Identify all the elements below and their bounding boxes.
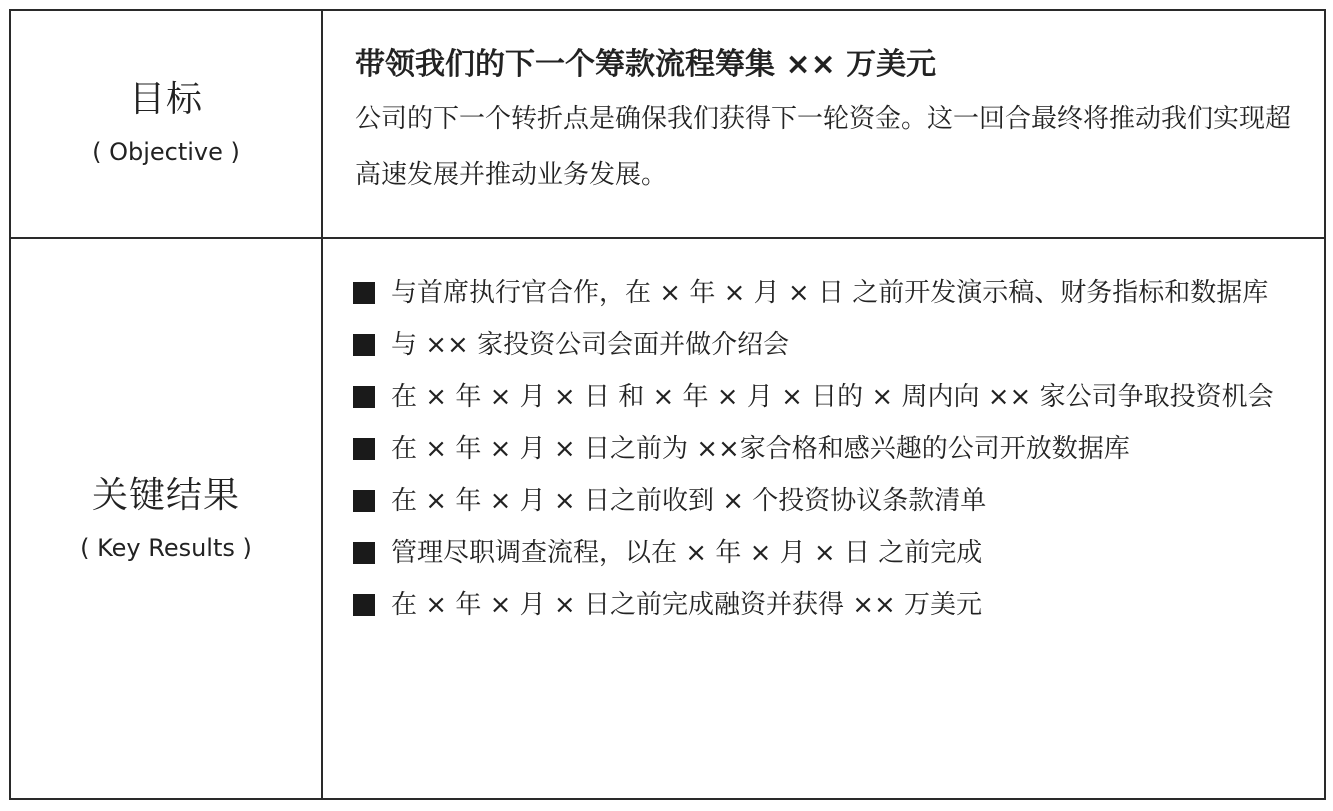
key-results-list (353, 267, 1293, 631)
key-result-item (353, 475, 1293, 527)
square-bullet-icon (353, 334, 375, 356)
square-bullet-icon (353, 490, 375, 512)
key-result-text: 在 × 年 × 月 × 日之前完成融资并获得 ×× 万美元 (391, 590, 983, 620)
key-result-item (353, 527, 1293, 579)
key-result-text: 与 ×× 家投资公司会面并做介绍会 (391, 330, 790, 360)
key-result-item (353, 579, 1293, 631)
key-results-label-en: ( Key Results ) (80, 533, 252, 562)
square-bullet-icon (353, 282, 375, 304)
key-result-text: 在 × 年 × 月 × 日 和 × 年 × 月 × 日的 × 周内向 ×× 家公司争取投资机会 (391, 382, 1274, 412)
key-results-label: 关键结果 (91, 474, 240, 516)
key-result-text: 在 × 年 × 月 × 日之前为 ××家合格和感兴趣的公司开放数据库 (391, 434, 1130, 464)
square-bullet-icon (353, 542, 375, 564)
key-results-label-cell (11, 239, 321, 800)
objective-label: 目标 (128, 79, 203, 120)
square-bullet-icon (353, 594, 375, 616)
objective-title: 带领我们的下一个筹款流程筹集 ×× 万美元 (355, 47, 937, 82)
objective-description: 公司的下一个转折点是确保我们获得下一轮资金。这一回合最终将推动我们实现超高速发展并推动业务发展。 (355, 104, 1292, 190)
key-result-item (353, 371, 1293, 423)
okr-table (9, 9, 1326, 800)
objective-content-cell (323, 11, 1324, 237)
key-result-text: 在 × 年 × 月 × 日之前收到 × 个投资协议条款清单 (391, 486, 987, 516)
key-result-text: 与首席执行官合作，在 × 年 × 月 × 日 之前开发演示稿、财务指标和数据库 (391, 278, 1269, 308)
key-result-item (353, 319, 1293, 371)
key-result-item (353, 267, 1293, 319)
key-results-content-cell (323, 239, 1324, 800)
key-result-item (353, 423, 1293, 475)
square-bullet-icon (353, 386, 375, 408)
key-result-text: 管理尽职调查流程，以在 × 年 × 月 × 日 之前完成 (391, 538, 983, 568)
square-bullet-icon (353, 438, 375, 460)
objective-label-cell (11, 11, 321, 237)
objective-label-en: ( Objective ) (92, 138, 240, 166)
